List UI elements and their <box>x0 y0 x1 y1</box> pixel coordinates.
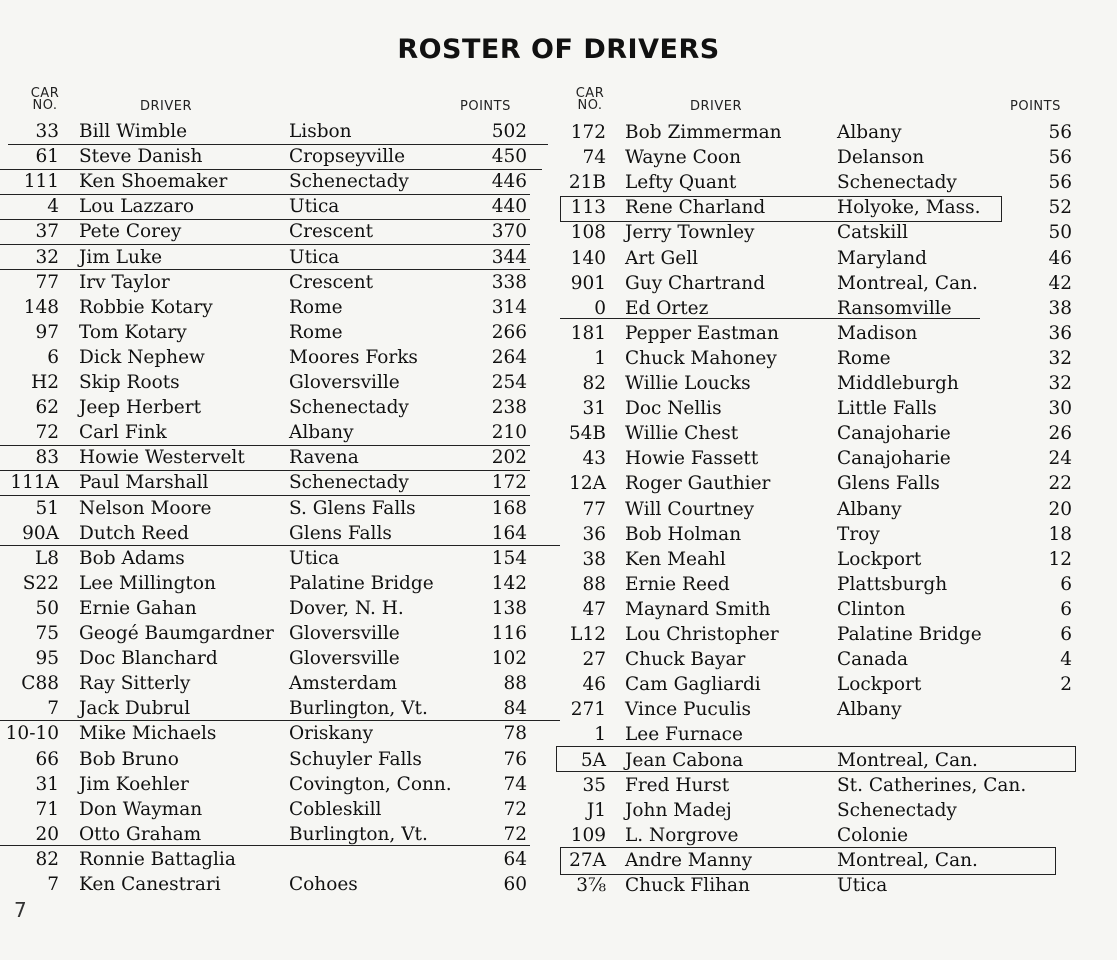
points-value: 72 <box>503 823 527 845</box>
hometown: Ransomville <box>837 297 952 319</box>
hometown: St. Catherines, Can. <box>837 774 1027 796</box>
points-value: 2 <box>1060 674 1072 696</box>
car-number: 50 <box>35 597 59 619</box>
car-number: 27A <box>569 849 606 871</box>
hometown: Colonie <box>837 824 909 846</box>
roster-row <box>0 145 1117 170</box>
roster-row <box>0 547 1117 572</box>
roster-row <box>0 722 1117 747</box>
driver-name: Willie Chest <box>625 423 739 445</box>
car-number: 82 <box>582 373 606 394</box>
hometown: Albany <box>837 498 902 520</box>
points-value: 26 <box>1048 423 1072 445</box>
points-value: 210 <box>491 422 527 444</box>
hometown: Gloversville <box>289 623 400 644</box>
underline <box>560 318 980 319</box>
driver-name: Pete Corey <box>79 221 182 243</box>
driver-name: Bob Zimmerman <box>625 122 782 143</box>
car-number: 61 <box>35 146 59 168</box>
hometown: Utica <box>289 246 340 268</box>
hometown: Clinton <box>837 598 906 620</box>
driver-name: Fred Hurst <box>625 774 730 796</box>
underline <box>0 244 530 245</box>
driver-name: Skip Roots <box>79 372 180 393</box>
points-value: 502 <box>491 121 527 142</box>
points-value: 32 <box>1048 373 1072 394</box>
driver-name: Ken Canestrari <box>79 874 221 895</box>
driver-name: Tom Kotary <box>79 321 187 343</box>
driver-name: Don Wayman <box>79 798 203 820</box>
points-value: 116 <box>491 623 527 644</box>
car-number: 54B <box>568 423 606 445</box>
car-no-header-text: CAR NO. <box>575 86 605 113</box>
points-value: 74 <box>503 773 527 795</box>
points-value: 84 <box>503 698 527 720</box>
car-number: 5A <box>580 749 606 771</box>
underline <box>0 445 530 446</box>
car-no-header-left <box>25 88 65 112</box>
underline <box>0 169 542 170</box>
driver-name: Vince Puculis <box>625 699 752 721</box>
driver-name: Dick Nephew <box>79 346 205 368</box>
roster-row <box>0 371 1117 396</box>
car-number: 31 <box>35 773 59 795</box>
points-value: 22 <box>1048 473 1072 495</box>
points-value: 446 <box>491 171 527 193</box>
roster-row <box>0 421 1117 446</box>
hometown: Schenectady <box>837 799 957 821</box>
points-value: 60 <box>503 874 527 895</box>
car-number: 43 <box>582 448 606 470</box>
driver-name: Steve Danish <box>79 146 203 168</box>
car-number: 72 <box>35 422 59 444</box>
points-value: 18 <box>1048 523 1072 545</box>
roster-row <box>0 120 1117 145</box>
car-number: 37 <box>35 221 59 243</box>
points-value: 36 <box>1048 322 1072 344</box>
driver-name: Wayne Coon <box>625 147 741 169</box>
car-number: 113 <box>570 197 606 219</box>
points-value: 20 <box>1048 498 1072 520</box>
underline <box>0 845 530 846</box>
driver-name: Cam Gagliardi <box>625 674 761 696</box>
car-number: 71 <box>35 798 59 820</box>
car-number: 109 <box>570 824 606 846</box>
car-number: 97 <box>35 321 59 343</box>
driver-name: Ernie Reed <box>625 573 730 595</box>
hometown: Montreal, Can. <box>837 749 978 771</box>
car-number: 77 <box>35 271 59 293</box>
hometown: Schuyler Falls <box>289 748 422 770</box>
hometown: Utica <box>837 875 888 896</box>
car-number: J1 <box>586 799 606 821</box>
roster-row <box>0 798 1117 823</box>
highlight-box <box>556 746 1076 772</box>
hometown: Albany <box>289 422 354 444</box>
underline <box>0 545 560 546</box>
roster-row <box>0 246 1117 271</box>
driver-name: Ken Meahl <box>625 548 726 570</box>
driver-name: Lou Christopher <box>625 624 779 645</box>
points-value: 52 <box>1048 197 1072 219</box>
points-value: 76 <box>503 748 527 770</box>
hometown: Holyoke, Mass. <box>837 197 981 219</box>
car-number: 7 <box>47 874 59 895</box>
car-number: 12A <box>569 473 606 495</box>
car-number: 75 <box>35 623 59 644</box>
driver-name: Guy Chartrand <box>625 272 766 294</box>
car-number: 20 <box>35 823 59 845</box>
car-number: 82 <box>35 848 59 870</box>
hometown: Lockport <box>837 674 922 696</box>
driver-name: Jim Luke <box>79 246 163 268</box>
hometown: Gloversville <box>289 648 400 670</box>
points-value: 164 <box>491 522 527 544</box>
car-number: 95 <box>35 648 59 670</box>
hometown: Palatine Bridge <box>837 624 982 645</box>
points-value: 6 <box>1060 598 1072 620</box>
points-value: 88 <box>503 673 527 695</box>
roster-row <box>0 271 1117 296</box>
hometown: Crescent <box>289 271 374 293</box>
car-number: 111A <box>10 472 59 494</box>
underline <box>0 194 530 195</box>
car-number: 21B <box>568 172 606 194</box>
hometown: Lisbon <box>289 121 352 142</box>
hometown: Albany <box>837 699 902 721</box>
car-number: 31 <box>582 398 606 420</box>
driver-name: Ed Ortez <box>625 297 709 319</box>
car-number: 10-10 <box>5 723 59 745</box>
car-number: 62 <box>35 397 59 419</box>
points-value: 32 <box>1048 347 1072 369</box>
points-value: 50 <box>1048 222 1072 244</box>
points-value: 314 <box>491 296 527 318</box>
roster-row <box>0 597 1117 622</box>
hometown: Utica <box>289 196 340 218</box>
driver-name: Bob Adams <box>79 547 185 569</box>
underline <box>0 495 530 496</box>
driver-name: Geogé Baumgardner <box>79 623 274 644</box>
hometown: Schenectady <box>289 171 409 193</box>
driver-name: Bob Holman <box>625 523 742 545</box>
car-number: 46 <box>582 674 606 696</box>
driver-name: Bill Wimble <box>79 121 188 142</box>
car-number: 27 <box>582 649 606 671</box>
points-value: 72 <box>503 798 527 820</box>
driver-name: Doc Nellis <box>625 398 722 420</box>
car-number: 271 <box>570 699 606 721</box>
hometown: Rome <box>837 347 891 369</box>
car-number: L12 <box>570 624 606 645</box>
points-value: 338 <box>491 271 527 293</box>
roster-row <box>0 396 1117 421</box>
hometown: Rome <box>289 296 343 318</box>
roster-row <box>0 321 1117 346</box>
driver-name: L. Norgrove <box>625 824 739 846</box>
hometown: Ravena <box>289 447 359 469</box>
underline <box>0 219 530 220</box>
driver-name: Chuck Bayar <box>625 649 746 671</box>
driver-name: Jack Dubrul <box>79 698 191 720</box>
points-value: 138 <box>491 597 527 619</box>
hometown: Montreal, Can. <box>837 272 978 294</box>
roster-row <box>0 873 1117 898</box>
driver-name: Paul Marshall <box>79 472 209 494</box>
hometown: Montreal, Can. <box>837 849 978 871</box>
driver-name: Irv Taylor <box>79 271 170 293</box>
driver-name: Ken Shoemaker <box>79 171 228 193</box>
driver-name: Lee Furnace <box>625 724 743 746</box>
car-number: 0 <box>594 297 606 319</box>
hometown: Plattsburgh <box>837 573 948 595</box>
hometown: S. Glens Falls <box>289 497 416 519</box>
page-title: ROSTER OF DRIVERS <box>397 34 720 65</box>
points-value: 12 <box>1048 548 1072 570</box>
driver-name: Ray Sitterly <box>79 673 191 695</box>
page-number-mark: 7 <box>14 898 27 922</box>
points-value: 78 <box>503 723 527 745</box>
hometown: Burlington, Vt. <box>289 823 428 845</box>
car-number: 51 <box>35 497 59 519</box>
car-number: 148 <box>23 296 59 318</box>
points-value: 64 <box>503 848 527 870</box>
points-value: 102 <box>491 648 527 670</box>
hometown: Canada <box>837 649 909 671</box>
hometown: Schenectady <box>837 172 957 194</box>
underline <box>8 144 548 145</box>
points-header-left: POINTS <box>460 99 511 114</box>
hometown: Albany <box>837 122 902 143</box>
points-value: 344 <box>491 246 527 268</box>
hometown: Rome <box>289 321 343 343</box>
points-value: 56 <box>1048 147 1072 169</box>
car-number: L8 <box>34 547 59 569</box>
points-value: 42 <box>1048 272 1072 294</box>
car-number: 181 <box>570 322 606 344</box>
hometown: Utica <box>289 547 340 569</box>
underline <box>0 470 530 471</box>
car-number: 33 <box>35 121 59 142</box>
hometown: Covington, Conn. <box>289 773 452 795</box>
roster-row <box>0 522 1117 547</box>
points-value: 370 <box>491 221 527 243</box>
driver-name: Doc Blanchard <box>79 648 218 670</box>
car-number: 66 <box>35 748 59 770</box>
car-number: 38 <box>582 548 606 570</box>
car-number: 4 <box>47 196 59 218</box>
hometown: Cobleskill <box>289 798 382 820</box>
driver-name: Chuck Flihan <box>625 875 750 896</box>
hometown: Glens Falls <box>289 522 392 544</box>
driver-name: Lou Lazzaro <box>79 196 195 218</box>
points-value: 30 <box>1048 398 1072 420</box>
points-value: 142 <box>491 572 527 594</box>
driver-name: Lefty Quant <box>625 172 737 194</box>
driver-name: Ronnie Battaglia <box>79 848 236 870</box>
points-value: 202 <box>491 447 527 469</box>
car-number: 47 <box>582 598 606 620</box>
driver-header-right: DRIVER <box>690 99 743 114</box>
driver-name: Willie Loucks <box>625 373 751 394</box>
points-value: 4 <box>1060 649 1072 671</box>
driver-name: Art Gell <box>625 247 699 269</box>
hometown: Dover, N. H. <box>289 597 404 619</box>
car-number: 74 <box>582 147 606 169</box>
hometown: Middleburgh <box>837 373 959 394</box>
car-number: 88 <box>582 573 606 595</box>
car-number: 35 <box>582 774 606 796</box>
points-value: 56 <box>1048 122 1072 143</box>
driver-name: Chuck Mahoney <box>625 347 777 369</box>
driver-header-left: DRIVER <box>140 99 193 114</box>
underline <box>0 269 530 270</box>
driver-name: Ernie Gahan <box>79 597 197 619</box>
hometown: Schenectady <box>289 397 409 419</box>
points-value: 264 <box>491 346 527 368</box>
hometown: Delanson <box>837 147 925 169</box>
car-number: 1 <box>594 724 606 746</box>
points-value: 168 <box>491 497 527 519</box>
car-number: 901 <box>570 272 606 294</box>
hometown: Canajoharie <box>837 423 951 445</box>
points-value: 254 <box>491 372 527 393</box>
roster-row <box>0 346 1117 371</box>
driver-name: Pepper Eastman <box>625 322 779 344</box>
car-number: 7 <box>47 698 59 720</box>
hometown: Little Falls <box>837 398 937 420</box>
car-number: 36 <box>582 523 606 545</box>
points-value: 38 <box>1048 297 1072 319</box>
hometown: Cohoes <box>289 874 358 895</box>
points-value: 154 <box>491 547 527 569</box>
hometown: Maryland <box>837 247 927 269</box>
car-number: 1 <box>594 347 606 369</box>
car-number: 3⅞ <box>576 875 606 896</box>
car-number: S22 <box>22 572 59 594</box>
roster-row <box>0 697 1117 722</box>
driver-name: Otto Graham <box>79 823 202 845</box>
car-number: 108 <box>570 222 606 244</box>
points-value: 46 <box>1048 247 1072 269</box>
roster-row <box>0 773 1117 798</box>
points-value: 238 <box>491 397 527 419</box>
driver-name: Jerry Townley <box>625 222 755 244</box>
underline <box>0 720 560 721</box>
roster-row <box>0 170 1117 195</box>
driver-name: Jim Koehler <box>79 773 189 795</box>
hometown: Catskill <box>837 222 909 244</box>
hometown: Burlington, Vt. <box>289 698 428 720</box>
driver-name: Jeep Herbert <box>79 397 202 419</box>
points-value: 24 <box>1048 448 1072 470</box>
hometown: Glens Falls <box>837 473 940 495</box>
hometown: Gloversville <box>289 372 400 393</box>
roster-row <box>0 446 1117 471</box>
roster-row <box>0 220 1117 245</box>
driver-name: Lee Millington <box>79 572 216 594</box>
driver-name: Jean Cabona <box>625 749 744 771</box>
hometown: Amsterdam <box>289 673 398 695</box>
roster-row <box>0 471 1117 496</box>
driver-name: Nelson Moore <box>79 497 212 519</box>
points-value: 266 <box>491 321 527 343</box>
hometown: Schenectady <box>289 472 409 494</box>
highlight-box <box>560 196 1002 222</box>
driver-name: John Madej <box>625 799 732 821</box>
hometown: Madison <box>837 322 918 344</box>
driver-name: Carl Fink <box>79 422 167 444</box>
points-value: 56 <box>1048 172 1072 194</box>
driver-name: Roger Gauthier <box>625 473 771 495</box>
driver-name: Rene Charland <box>625 197 766 219</box>
driver-name: Howie Westervelt <box>79 447 245 469</box>
driver-name: Mike Michaels <box>79 723 217 745</box>
car-number: 111 <box>23 171 59 193</box>
roster-row <box>0 647 1117 672</box>
driver-name: Will Courtney <box>625 498 755 520</box>
driver-name: Dutch Reed <box>79 522 190 544</box>
points-value: 6 <box>1060 624 1072 645</box>
car-number: 6 <box>47 346 59 368</box>
driver-name: Robbie Kotary <box>79 296 213 318</box>
points-value: 440 <box>491 196 527 218</box>
car-number: 140 <box>570 247 606 269</box>
car-number: 83 <box>35 447 59 469</box>
driver-name: Howie Fassett <box>625 448 759 470</box>
car-number: 90A <box>22 522 59 544</box>
hometown: Canajoharie <box>837 448 951 470</box>
hometown: Oriskany <box>289 723 374 745</box>
points-value: 450 <box>491 146 527 168</box>
car-number: 77 <box>582 498 606 520</box>
driver-name: Andre Manny <box>625 849 753 871</box>
roster-row <box>0 672 1117 697</box>
hometown: Lockport <box>837 548 922 570</box>
car-number: H2 <box>31 372 59 393</box>
roster-row <box>0 497 1117 522</box>
highlight-box <box>560 847 1056 875</box>
car-no-header-text: CAR NO. <box>30 86 60 113</box>
points-value: 172 <box>491 472 527 494</box>
points-header-right: POINTS <box>1010 99 1061 114</box>
roster-row <box>0 296 1117 321</box>
driver-name: Maynard Smith <box>625 598 771 620</box>
car-number: 172 <box>570 122 606 143</box>
hometown: Moores Forks <box>289 346 418 368</box>
car-number: 32 <box>35 246 59 268</box>
car-number: C88 <box>21 673 59 695</box>
points-value: 6 <box>1060 573 1072 595</box>
roster-row <box>0 622 1117 647</box>
driver-name: Bob Bruno <box>79 748 179 770</box>
hometown: Cropseyville <box>289 146 406 168</box>
hometown: Troy <box>837 523 880 545</box>
car-no-header-right <box>570 88 610 112</box>
hometown: Crescent <box>289 221 374 243</box>
roster-row <box>0 572 1117 597</box>
hometown: Palatine Bridge <box>289 572 434 594</box>
